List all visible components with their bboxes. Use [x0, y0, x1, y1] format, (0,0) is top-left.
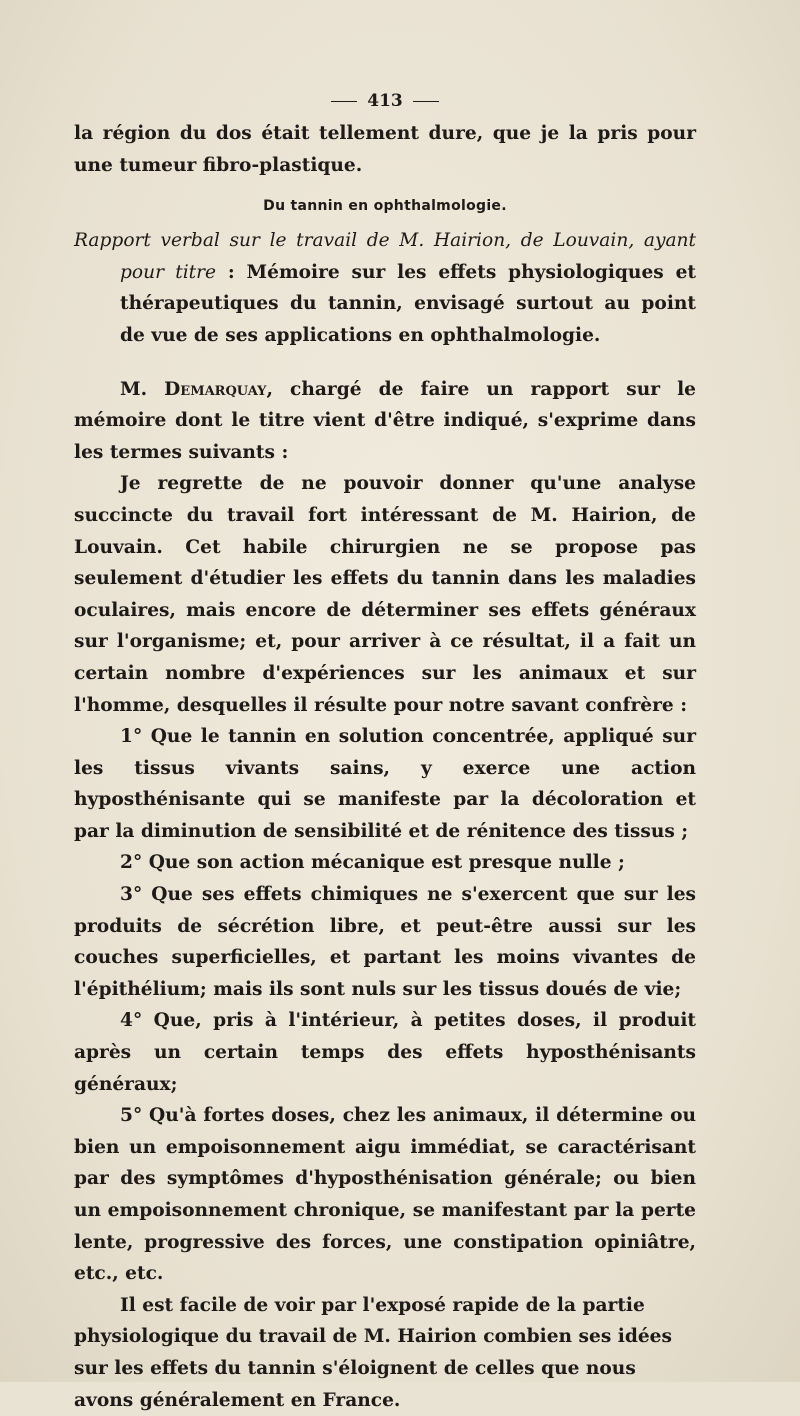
- intro-paragraph: M. Demarquay, chargé de faire un rapport sur le mémoire dont le titre vient d'être indiqué, s'exprime dans les termes suivants :: [74, 378, 697, 463]
- paragraph-point-3: 3° Que ses effets chimiques ne s'exercent que sur les produits de sécrétion libre, et peut-être aussi sur les couches superficielles, et partant les moins vivantes de l'épithélium; mais ils sont nuls sur les tissus doués de vie;: [74, 884, 696, 1000]
- author-name: Demarquay: [164, 378, 267, 400]
- paragraph-point-4: 4° Que, pris à l'intérieur, à petites doses, il produit après un certain temps des effets hyposthénisants généraux;: [74, 1010, 696, 1095]
- dash-left: [331, 101, 357, 102]
- continuation-paragraph: la région du dos était tellement dure, que je la pris pour une tumeur fibro-plastique.: [74, 123, 696, 176]
- paragraph-conclusion: Il est facile de voir par l'exposé rapide de la partie physiologique du travail de M. Hairion combien ses idées sur les effets du tannin s'éloignent de celles que nous avons généralement en France.: [74, 1294, 672, 1411]
- paragraph-point-1: 1° Que le tannin en solution concentrée, appliqué sur les tissus vivants sains, y exerce une action hyposthénisante qui se manifeste par la décoloration et par la diminution de sensibilité et de rénitence des tissus ;: [74, 726, 696, 842]
- report-title: [74, 225, 696, 351]
- section-heading: Du tannin en ophthalmologie.: [263, 198, 507, 215]
- report-title-italic: Rapport verbal sur le travail de M. Hairion, de Louvain, ayant pour titre: [74, 230, 696, 283]
- report-title-rest: : Mémoire sur les effets physiologiques et thérapeutiques du tannin, envisagé surtout au point de vue de ses applications en ophthalmologie.: [120, 261, 696, 346]
- page-text: [74, 88, 696, 1416]
- paragraph-regret: Je regrette de ne pouvoir donner qu'une analyse succincte du travail fort intéressant de M. Hairion, de Louvain. Cet habile chirurgien ne se propose pas seulement d'étudier les effets du tannin dans les maladies oculaires, mais encore de déterminer ses effets généraux sur l'organisme; et, pour arriver à ce résultat, il a fait un certain nombre d'expériences sur les animaux et sur l'homme, desquelles il résulte pour notre savant confrère :: [74, 473, 696, 716]
- dash-right: [413, 101, 439, 102]
- page-number: 413: [74, 88, 696, 114]
- paragraph-point-2: 2° Que son action mécanique est presque nulle ;: [120, 852, 625, 874]
- paragraph-point-5: 5° Qu'à fortes doses, chez les animaux, il détermine ou bien un empoisonnement aigu immédiat, se caractérisant par des symptômes d'hyposthénisation générale; ou bien un empoisonnement chronique, se manifestant par la perte lente, progressive des forces, une constipation opiniâtre, etc., etc.: [74, 1105, 696, 1285]
